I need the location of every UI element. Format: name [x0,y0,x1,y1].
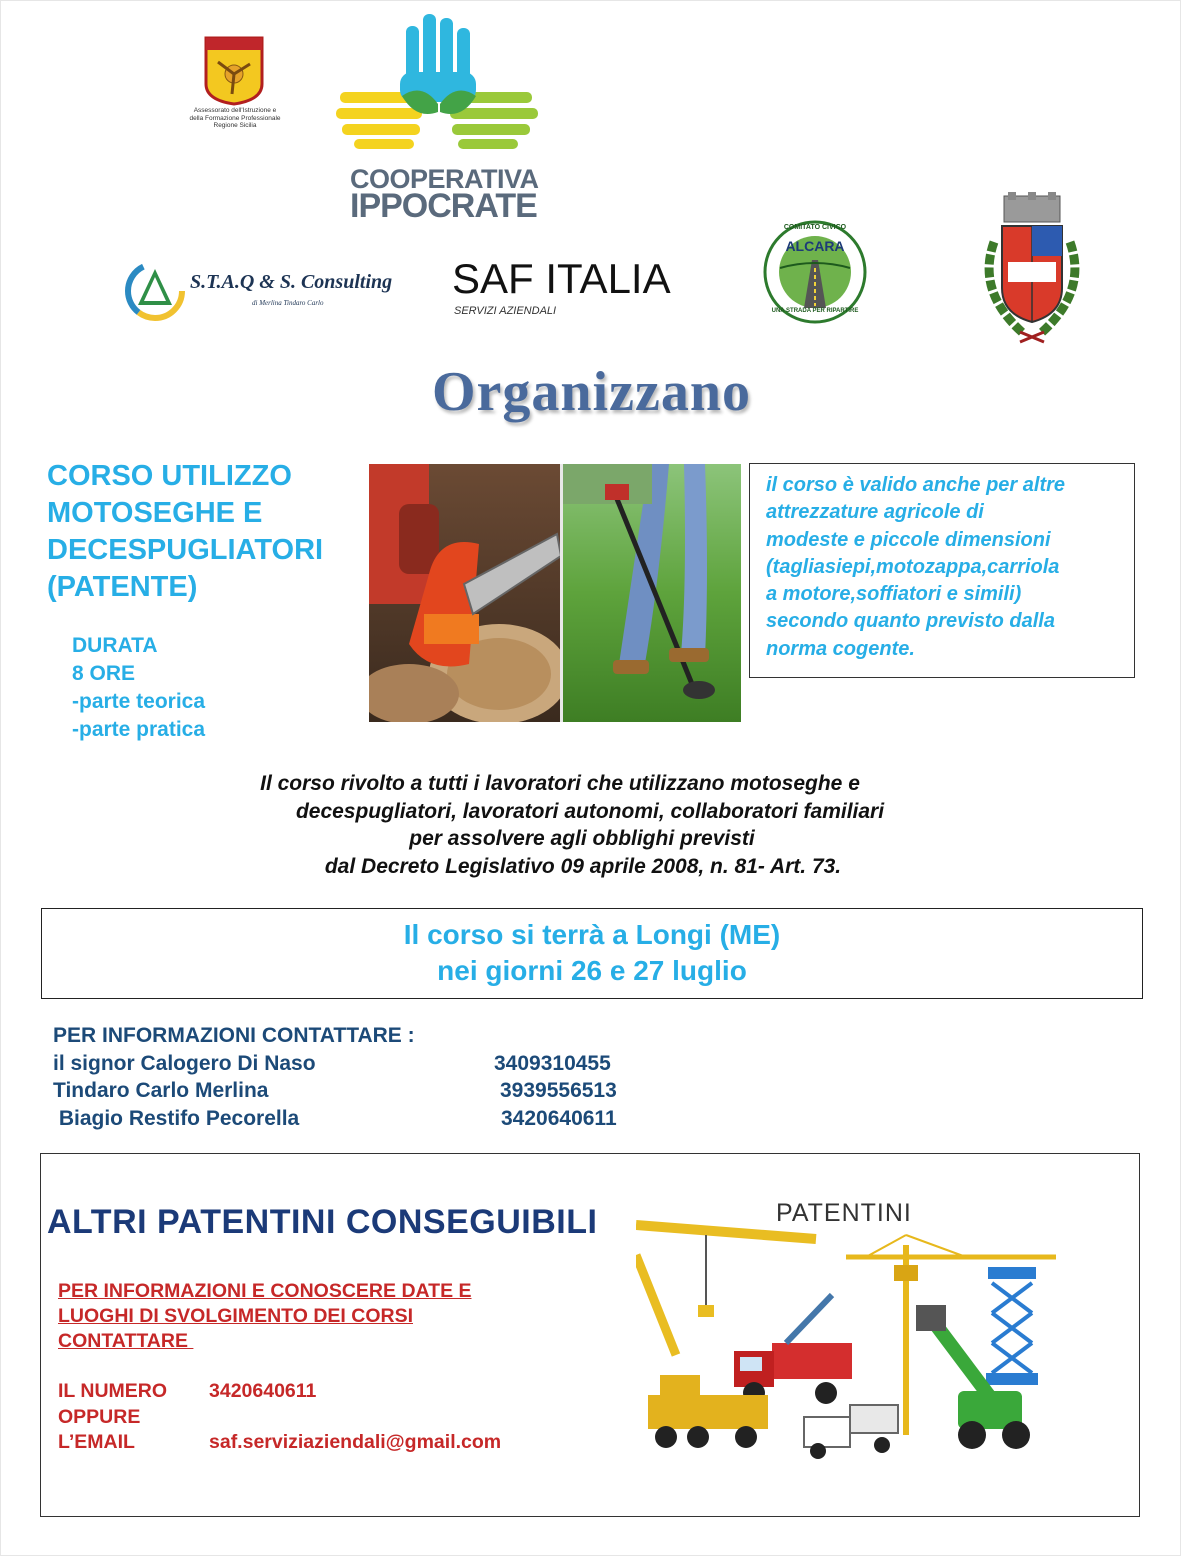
regione-caption-line: Assessorato dell'Istruzione e [193,107,277,114]
trinacria-shield-icon [204,36,264,106]
staq-subtitle: di Merlina Tindaro Carlo [252,299,324,307]
email-value[interactable]: saf.serviziaziendali@gmail.com [209,1431,502,1453]
numero-value[interactable]: 3420640611 [209,1380,317,1402]
construction-machines-illustration [636,1195,1062,1480]
course-detail-line: -parte pratica [72,718,206,741]
contacts-section [53,1022,673,1132]
patentini-image-label: PATENTINI [776,1199,912,1227]
staq-consulting-logo [124,255,414,330]
contact-row [53,1050,673,1078]
patentini-machinery-image [636,1195,1062,1480]
contacts-heading: PER INFORMAZIONI CONTATTARE : [53,1024,415,1047]
comitato-alcara-logo [762,220,868,324]
course-details [72,632,205,744]
contact-row [53,1105,673,1133]
contact-phone[interactable]: 3409310455 [494,1051,611,1075]
course-detail-line: DURATA [72,634,158,657]
coat-of-arms-icon [972,192,1092,347]
course-title-line: DECESPUGLIATORI [47,534,324,566]
ippocrate-name: IPPOCRATE [350,187,537,225]
audience-line: decespugliatori, lavoratori autonomi, collaboratori familiari [295,799,885,823]
headline-organizzano: Organizzano [432,361,751,423]
note-line: modeste e piccole dimensioni [766,528,1051,551]
regione-caption [170,107,300,130]
cooperativa-name: COOPERATIVA [350,164,539,194]
contact-row [53,1077,673,1105]
course-detail-line: -parte teorica [72,690,206,713]
contact-channels [58,1379,618,1456]
alcara-bottom-text: UNA STRADA PER RIPARTIRE [771,308,859,314]
saf-italia-logo [452,255,672,325]
saf-italia-name: SAF ITALIA [452,255,671,302]
contact-name: il signor Calogero Di Naso [53,1051,316,1075]
audience-line: Il corso rivolto a tutti i lavoratori che utilizzano motoseghe e [260,772,860,795]
note-line: attrezzature agricole di [766,501,984,524]
alcara-name: ALCARA [785,238,845,254]
note-line: il corso è valido anche per altre [766,474,1066,496]
course-title-line: CORSO UTILIZZO [47,460,292,492]
chainsaw-trimmer-photo [369,464,741,722]
info-link-line[interactable]: PER INFORMAZIONI E CONOSCERE DATE E [58,1280,472,1302]
chainsaw-and-brushcutter-image [369,464,741,722]
contact-phone[interactable]: 3939556513 [500,1079,617,1102]
course-audience-text [150,770,1030,880]
course-location-box [41,908,1143,999]
info-link-line[interactable]: LUOGHI DI SVOLGIMENTO DEI CORSI [58,1305,413,1327]
regione-sicilia-logo [170,36,300,136]
other-licenses-title: ALTRI PATENTINI CONSEGUIBILI [47,1203,598,1241]
oppure-label: OPPURE [58,1405,141,1428]
info-link-line[interactable]: CONTATTARE [58,1330,194,1352]
staq-name: S.T.A.Q & S. Consulting [190,271,393,293]
note-line: norma cogente. [766,637,915,660]
note-line: (tagliasiepi,motozappa,carriola [766,555,1060,578]
alcara-top-text: COMITATO CIVICO [783,224,847,231]
info-link-block [58,1279,472,1354]
staq-emblem-icon [124,255,186,325]
comune-crest-logo [972,192,1092,347]
note-line: secondo quanto previsto dalla [766,610,1055,633]
note-line: a motore,soffiatori e simili) [766,583,1022,606]
regione-caption-line: della Formazione Professionale [189,114,281,122]
course-validity-note [749,463,1135,678]
course-title-line: (PATENTE) [47,571,198,603]
course-title [47,458,323,606]
regione-caption-line: Regione Sicilia [213,122,257,129]
audience-line: dal Decreto Legislativo 09 aprile 2008, n. 81- Art. 73. [324,854,842,878]
numero-label: IL NUMERO [58,1380,168,1402]
course-title-line: MOTOSEGHE E [47,497,263,529]
hands-icon [330,12,550,157]
date-line: nei giorni 26 e 27 luglio [437,955,747,986]
saf-italia-subtitle: SERVIZI AZIENDALI [454,305,557,317]
audience-line: per assolvere agli obblighi previsti [409,827,755,850]
contact-phone[interactable]: 3420640611 [501,1106,617,1130]
cooperativa-ippocrate-logo [330,12,550,225]
contact-name: Tindaro Carlo Merlina [53,1079,269,1102]
email-label: L’EMAIL [58,1431,135,1453]
contact-name: Biagio Restifo Pecorella [53,1106,300,1130]
course-detail-line: 8 ORE [72,662,136,685]
location-line: Il corso si terrà a Longi (ME) [403,919,781,950]
